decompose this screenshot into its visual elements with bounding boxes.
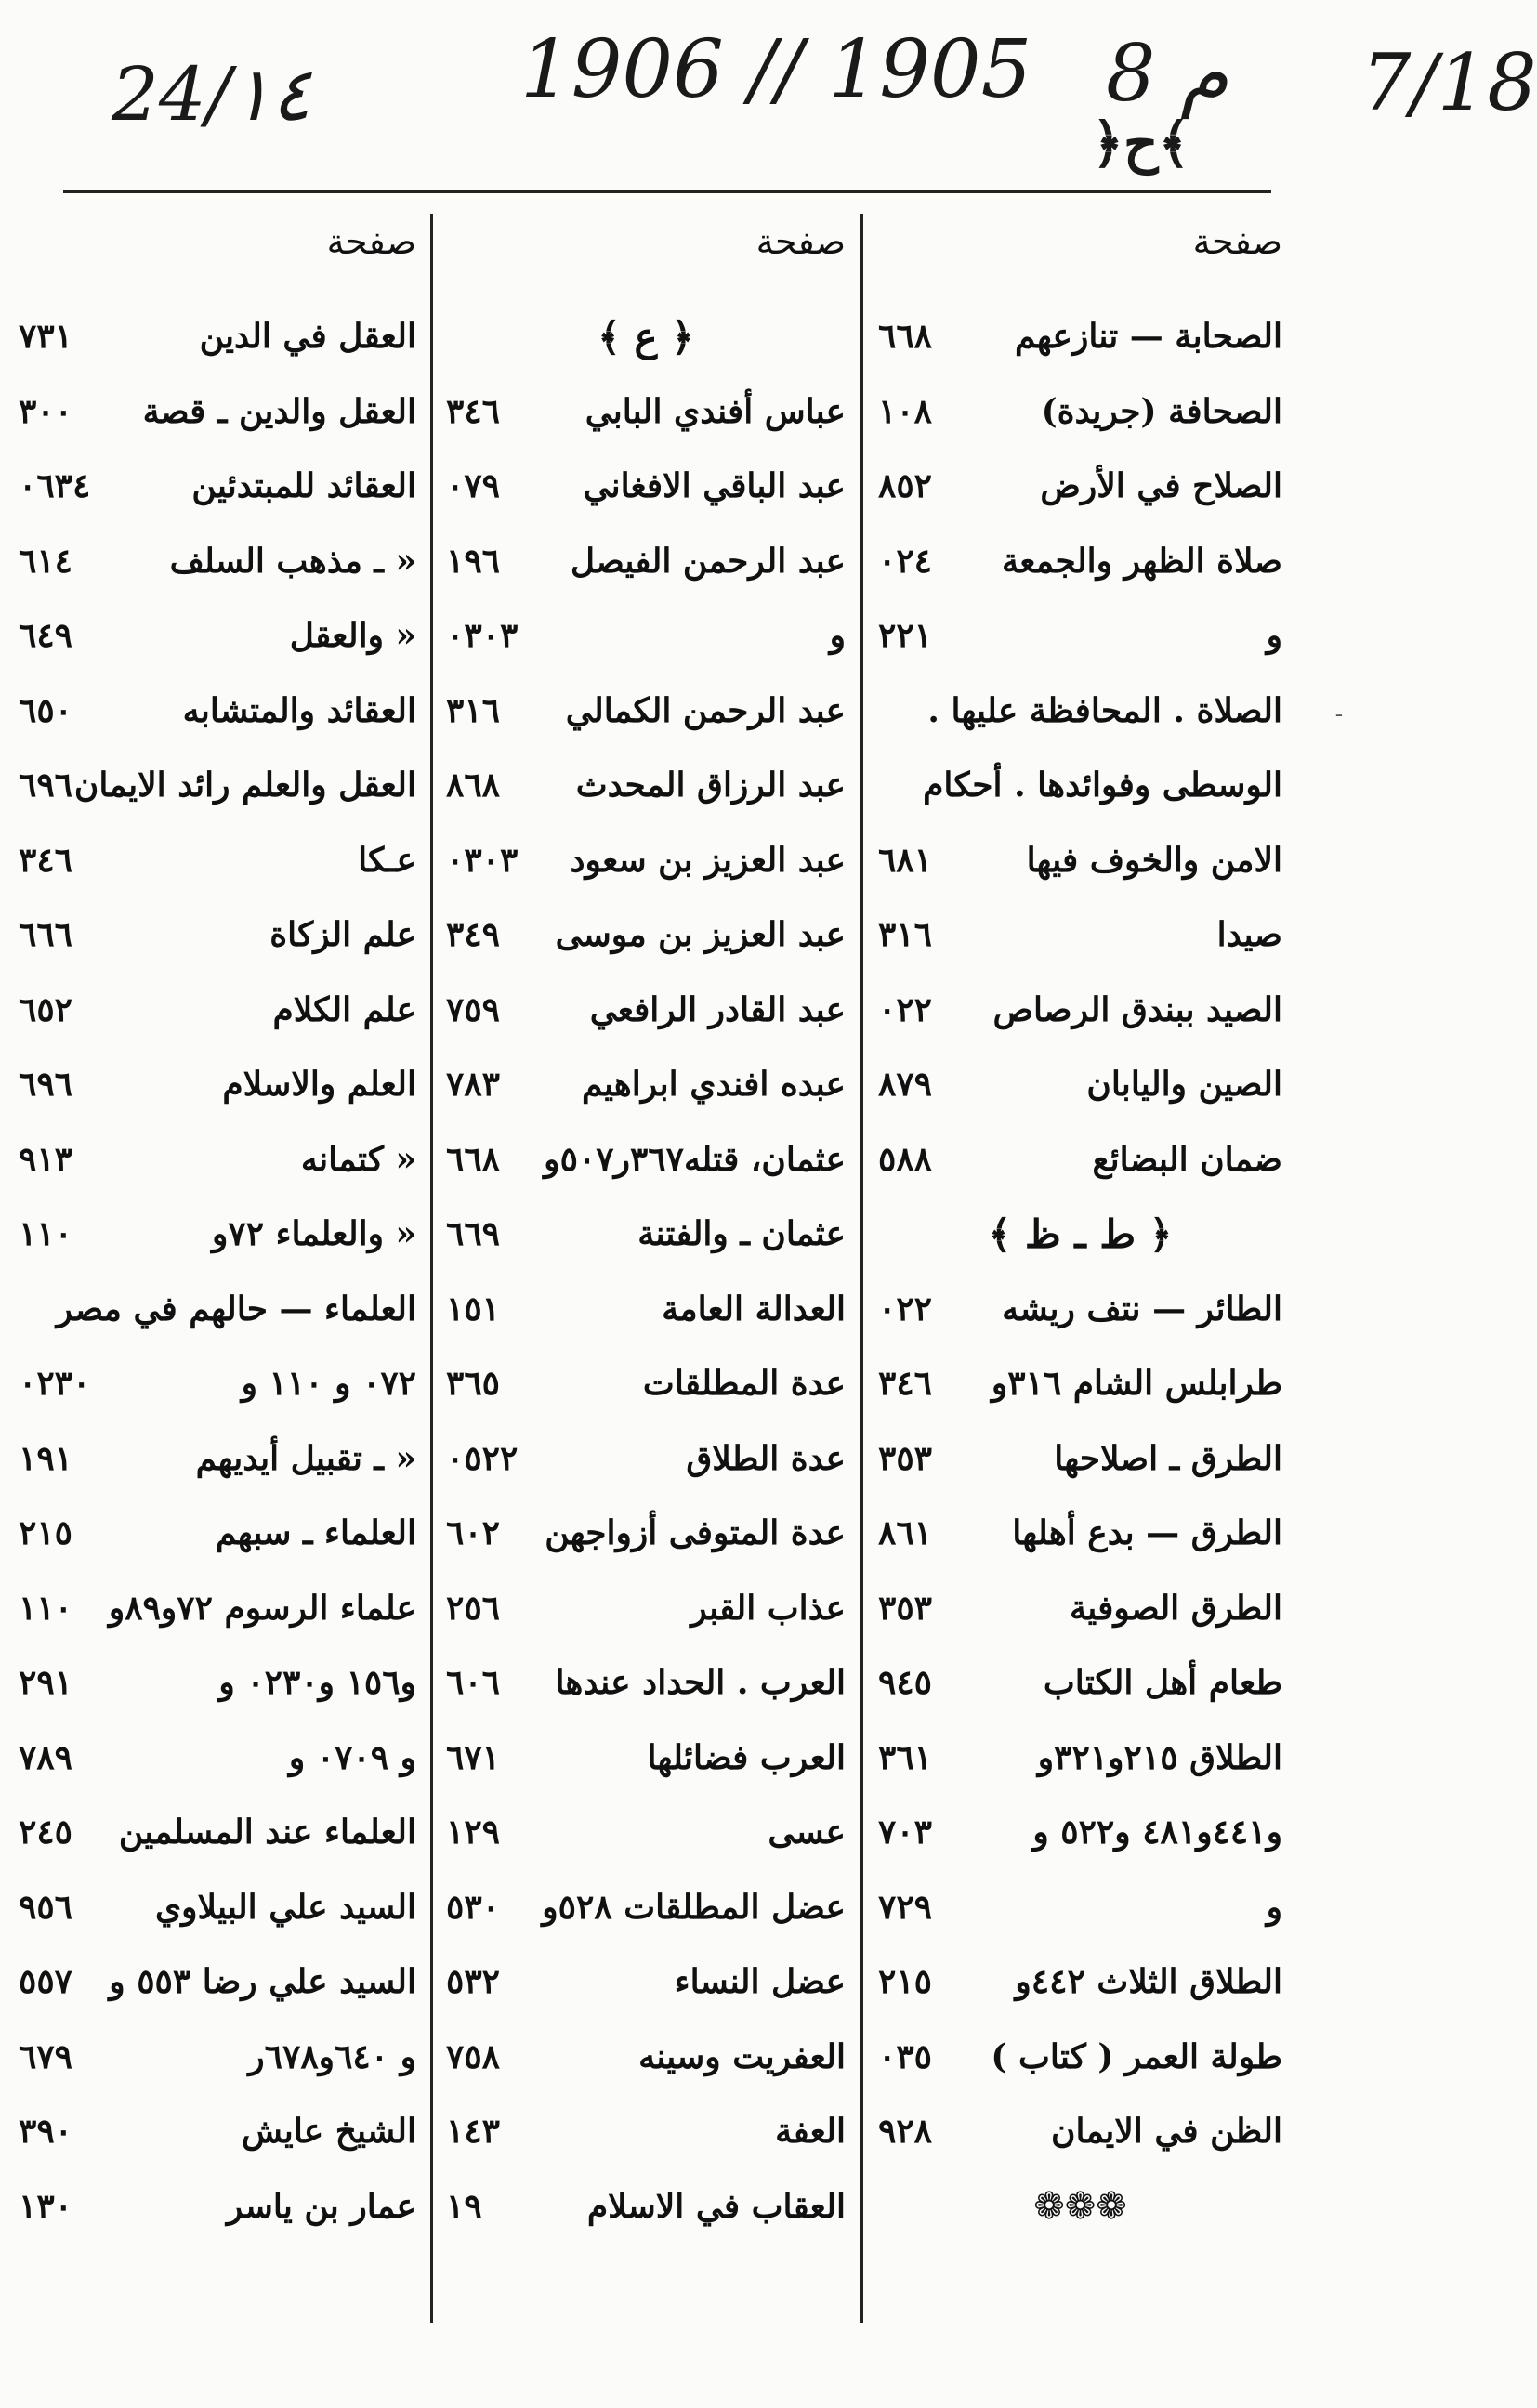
index-term: « والعلماء ٧٢و	[212, 1214, 416, 1254]
handwritten-volume: 8 م	[1106, 28, 1229, 119]
handwritten-reference-a: 24/١٤	[112, 51, 311, 137]
index-term: العلماء ـ سبهم	[215, 1513, 416, 1553]
index-term: الصين واليابان	[1086, 1065, 1282, 1105]
index-term: الطلاق ٢١٥و٣٢١و	[1037, 1737, 1282, 1777]
page-number: ٧٢٩	[878, 1887, 933, 1927]
page-number: ١١٠	[19, 1588, 73, 1628]
index-term: عبد القادر الرافعي	[589, 989, 846, 1029]
index-entry	[446, 1795, 846, 1870]
index-entry	[19, 1496, 416, 1571]
index-term: و	[1266, 616, 1282, 656]
page-number: ٥٥٧	[19, 1962, 73, 2002]
index-term: السيد علي البيلاوي	[154, 1887, 416, 1927]
column-heading: صفحة	[326, 221, 416, 262]
index-entry	[878, 1721, 1282, 1796]
index-entry	[878, 823, 1282, 898]
index-entry	[446, 449, 846, 524]
letter-section-mark: ﴿ح﴾	[1092, 111, 1190, 175]
index-term: صلاة الظهر والجمعة	[1001, 541, 1282, 581]
page-number: ٧٠٣	[878, 1813, 933, 1852]
column-heading: صفحة	[755, 221, 846, 262]
index-entry	[878, 524, 1282, 599]
index-entry	[446, 897, 846, 973]
index-term: العلم والاسلام	[222, 1065, 416, 1105]
index-term: السيد علي رضا ٥٥٣ و	[109, 1962, 416, 2002]
index-term: الصحابة — تنازعهم	[1014, 317, 1282, 357]
page-number: ٦٦٨	[446, 1139, 501, 1179]
index-term: طعام أهل الكتاب	[1043, 1663, 1282, 1703]
index-entry	[446, 1645, 846, 1721]
index-term: و ٠٧٠٩ و	[288, 1737, 416, 1777]
page-number: ٨٦١	[878, 1513, 933, 1553]
index-entry	[446, 1122, 846, 1197]
page-number: ١٤٣	[446, 2112, 501, 2152]
page-number: ٠٦٣٤	[19, 466, 91, 506]
column-divider-left	[430, 214, 433, 2323]
index-term: عدة المطلقات	[642, 1364, 846, 1404]
margin-mark: ـ	[1336, 699, 1342, 721]
page-number: ٧٥٩	[446, 989, 501, 1029]
index-term: « ـ مذهب السلف	[169, 541, 416, 581]
index-term: « ـ تقبيل أيديهم	[195, 1438, 416, 1478]
index-entry	[446, 1571, 846, 1646]
index-term: الشيخ عايش	[241, 2112, 416, 2152]
page-number: ٥٨٨	[878, 1139, 933, 1179]
index-term: العرب . الحداد عندها	[555, 1663, 846, 1703]
page-number: ١٩١	[19, 1438, 73, 1478]
index-term: و٤٤١و٤٨١ و٥٢٢ و	[1032, 1813, 1282, 1852]
page-number: ٦٦٦	[19, 915, 73, 955]
page-number: ٣١٦	[878, 915, 933, 955]
index-term: عضل النساء	[674, 1962, 846, 2002]
index-entry	[878, 1421, 1282, 1497]
index-term: الامن والخوف فيها	[1026, 840, 1282, 880]
section-letter-heading: ﴿ ط ـ ظ ﴾	[988, 1211, 1173, 1257]
index-entry	[19, 524, 416, 599]
index-entry	[878, 1496, 1282, 1571]
index-term: الصلاة . المحافظة عليها .	[927, 690, 1282, 730]
page-number: ٣٤٦	[19, 840, 73, 880]
index-entry	[19, 1571, 416, 1646]
section-letter-heading: ﴿ ع ﴾	[598, 313, 694, 360]
page-number: ٦٠٦	[446, 1663, 501, 1703]
index-term: الوسطى وفوائدها . أحكام	[923, 766, 1282, 805]
index-term: عسى	[768, 1813, 846, 1852]
index-term: طولة العمر ( كتاب )	[991, 2036, 1282, 2076]
index-term: « كتمانه	[300, 1139, 416, 1179]
handwritten-fraction: 7/18	[1361, 37, 1537, 128]
page-number: ٠٣٠٣	[446, 840, 519, 880]
index-term: العفريت وسينه	[638, 2036, 846, 2076]
page-number: ٩٥٦	[19, 1887, 73, 1927]
index-term: عثمان، قتله٣٦٧ر٥٠٧و	[544, 1139, 846, 1179]
index-entry	[19, 1645, 416, 1721]
index-term: عباس أفندي البابي	[585, 391, 846, 431]
index-entry	[446, 1272, 846, 1347]
index-entry	[878, 1870, 1282, 1945]
index-term: عبد الباقي الافغاني	[583, 466, 846, 506]
index-term: عبد الرزاق المحدث	[575, 766, 846, 805]
index-column-left	[19, 214, 416, 2350]
index-entry	[19, 1421, 416, 1497]
index-term: الصحافة (جريدة)	[1041, 391, 1282, 431]
index-term: و	[829, 616, 846, 656]
index-column-right	[878, 214, 1282, 2350]
page-number: ٥٣٢	[446, 1962, 501, 2002]
index-term: العلماء عند المسلمين	[118, 1813, 416, 1852]
page-number: ٣٦١	[878, 1737, 933, 1777]
page-number: ٢٤٥	[19, 1813, 73, 1852]
index-term: علم الكلام	[272, 989, 416, 1029]
index-term: و ٦٤٠و٦٧٨ر	[248, 2036, 416, 2076]
index-entry	[878, 1645, 1282, 1721]
index-term: عدة المتوفى أزواجهن	[545, 1513, 846, 1553]
index-term: الطرق ـ اصلاحها	[1054, 1438, 1282, 1478]
index-term: طرابلس الشام ٣١٦و	[991, 1364, 1282, 1404]
page-number: ٣٤٦	[878, 1364, 933, 1404]
index-term: عمار بن ياسر	[226, 2186, 416, 2226]
page-number: ٣٤٦	[446, 391, 501, 431]
index-entry	[878, 1795, 1282, 1870]
index-entry	[446, 1047, 846, 1122]
end-ornament: ❁❁❁	[1033, 2184, 1127, 2228]
index-term: علم الزكاة	[269, 915, 416, 955]
index-term: العلماء — حالهم في مصر	[56, 1289, 416, 1328]
page-number: ٠٢٤	[878, 541, 933, 581]
index-entry	[446, 1944, 846, 2020]
index-entry	[878, 299, 1282, 374]
index-term: الظن في الايمان	[1051, 2112, 1282, 2152]
page-number: ٢١٥	[19, 1513, 73, 1553]
index-term: عبد الرحمن الفيصل	[570, 541, 846, 581]
index-entry	[19, 1122, 416, 1197]
page-number: ١٥١	[446, 1289, 501, 1328]
page-number: ٣٤٩	[446, 915, 501, 955]
index-entry	[19, 1795, 416, 1870]
index-entry	[446, 374, 846, 450]
index-term: عـكا	[358, 840, 416, 880]
index-term: الطرق الصوفية	[1070, 1588, 1282, 1628]
index-entry	[446, 598, 846, 674]
page-number: ٢٥٦	[446, 1588, 501, 1628]
page-number: ٧٣١	[19, 317, 73, 357]
index-entry	[446, 2094, 846, 2169]
index-term: عبده افندي ابراهيم	[581, 1065, 846, 1105]
page-number: ٦٧٩	[19, 2036, 73, 2076]
index-entry	[878, 1272, 1282, 1347]
index-term: ٠٧٢ و ١١٠ و	[241, 1364, 416, 1404]
index-entry	[446, 1197, 846, 1272]
index-entry	[878, 897, 1282, 973]
index-entry	[878, 2020, 1282, 2095]
page-number: ١٠٨	[878, 391, 933, 431]
index-term: « والعقل	[289, 616, 416, 656]
index-term: العقائد والمتشابه	[182, 690, 416, 730]
index-column-middle	[446, 214, 846, 2350]
page-number: ٠٢٢	[878, 1289, 933, 1328]
index-entry	[878, 449, 1282, 524]
index-entry	[878, 748, 1282, 823]
page-number: ١٩	[446, 2186, 482, 2226]
index-entry	[446, 1496, 846, 1571]
index-entry	[878, 1944, 1282, 2020]
index-term: العقاب في الاسلام	[586, 2186, 846, 2226]
index-term: عضل المطلقات ٥٢٨و	[542, 1887, 846, 1927]
index-entry	[19, 674, 416, 749]
index-entry	[19, 1346, 416, 1421]
page-number: ٦٨١	[878, 840, 933, 880]
index-entry	[878, 1571, 1282, 1646]
index-term: ضمان البضائع	[1092, 1139, 1282, 1179]
index-entry	[19, 1197, 416, 1272]
index-term: و	[1266, 1887, 1282, 1927]
index-term: عبد الرحمن الكمالي	[565, 690, 846, 730]
page-number: ٦٥٢	[19, 989, 73, 1029]
index-entry	[446, 748, 846, 823]
index-entry	[878, 1047, 1282, 1122]
index-entry	[19, 2094, 416, 2169]
index-entry	[446, 2169, 846, 2244]
index-term: الطرق — بدع أهلها	[1012, 1513, 1282, 1553]
index-entry	[878, 598, 1282, 674]
page-number: ٦٠٢	[446, 1513, 501, 1553]
index-entry	[446, 823, 846, 898]
page-number: ٣٠٠	[19, 391, 73, 431]
index-entry	[19, 2020, 416, 2095]
index-entry	[446, 524, 846, 599]
index-entry	[19, 897, 416, 973]
index-entry	[19, 598, 416, 674]
page-number: ٧٥٨	[446, 2036, 501, 2076]
index-entry	[19, 1047, 416, 1122]
index-entry	[446, 1421, 846, 1497]
index-term: صيدا	[1216, 915, 1282, 955]
index-term: عبد العزيز بن سعود	[570, 840, 846, 880]
page-number: ٨٦٨	[446, 766, 501, 805]
index-entry	[878, 674, 1282, 749]
index-term: العدالة العامة	[662, 1289, 846, 1328]
page-number: ٧٨٣	[446, 1065, 501, 1105]
page-number: ٢٢١	[878, 616, 933, 656]
page-number: ٠٣٥	[878, 2036, 933, 2076]
index-entry	[446, 973, 846, 1048]
index-entry	[19, 449, 416, 524]
index-entry	[878, 374, 1282, 450]
column-heading: صفحة	[1192, 221, 1282, 262]
index-term: الصيد ببندق الرصاص	[992, 989, 1282, 1029]
index-entry	[19, 823, 416, 898]
index-term: العقل والعلم رائد الايمان	[73, 766, 416, 805]
page-number: ٣٥٣	[878, 1438, 933, 1478]
index-entry	[19, 1721, 416, 1796]
index-entry	[19, 2169, 416, 2244]
page-number: ١٣٠	[19, 2186, 73, 2226]
page-number: ٥٣٠	[446, 1887, 501, 1927]
page-number: ٠٧٩	[446, 466, 501, 506]
index-entry	[446, 2020, 846, 2095]
index-term: و١٥٦ و٠٢٣٠ و	[218, 1663, 416, 1703]
page-number: ٠٣٠٣	[446, 616, 519, 656]
index-entry	[19, 374, 416, 450]
page-number: ١١٠	[19, 1214, 73, 1254]
index-entry	[446, 674, 846, 749]
header-rule	[63, 190, 1271, 193]
index-term: العقل في الدين	[199, 317, 416, 357]
page-number: ٣٥٣	[878, 1588, 933, 1628]
page-number: ٢١٥	[878, 1962, 933, 2002]
index-term: العقل والدين ـ قصة	[142, 391, 416, 431]
index-entry	[19, 1272, 416, 1347]
page-number: ٦٤٩	[19, 616, 73, 656]
page-number: ٣٦٥	[446, 1364, 501, 1404]
index-entry	[19, 973, 416, 1048]
index-term: عثمان ـ والفتنة	[637, 1214, 846, 1254]
page-number: ١٩٦	[446, 541, 501, 581]
page-number: ٠٢٣٠	[19, 1364, 91, 1404]
page-number: ٢٩١	[19, 1663, 73, 1703]
handwritten-years: 1906 // 1905	[520, 23, 1032, 116]
index-term: العرب فضائلها	[647, 1737, 846, 1777]
index-entry	[446, 1870, 846, 1945]
index-entry	[878, 1122, 1282, 1197]
page-number: ٣٩٠	[19, 2112, 73, 2152]
index-term: الطلاق الثلاث ٤٤٢و	[1015, 1962, 1282, 2002]
index-entry	[878, 1346, 1282, 1421]
index-entry	[446, 1346, 846, 1421]
index-term: العقائد للمبتدئين	[191, 466, 416, 506]
page-number: ٦٦٨	[878, 317, 933, 357]
index-term: عدة الطلاق	[686, 1438, 846, 1478]
page-number: ٠٥٢٢	[446, 1438, 519, 1478]
page-number: ٧٨٩	[19, 1737, 73, 1777]
page-number: ٨٧٩	[878, 1065, 933, 1105]
page-number: ٠٢٢	[878, 989, 933, 1029]
index-entry	[19, 748, 416, 823]
index-term: الصلاح في الأرض	[1040, 466, 1282, 506]
page-number: ٦٧١	[446, 1737, 501, 1777]
page-number: ٦٩٦	[19, 1065, 73, 1105]
index-entry	[19, 1870, 416, 1945]
index-entry	[878, 2094, 1282, 2169]
index-entry	[19, 299, 416, 374]
page-number: ٦١٤	[19, 541, 73, 581]
page-number: ٣١٦	[446, 690, 501, 730]
page-number: ٦٦٩	[446, 1214, 501, 1254]
index-term: الطائر — نتف ريشه	[1002, 1289, 1282, 1328]
page-number: ١٢٩	[446, 1813, 501, 1852]
page-number: ٦٩٦	[19, 766, 73, 805]
page-number: ٦٥٠	[19, 690, 73, 730]
column-divider-right	[860, 214, 863, 2323]
index-term: العفة	[775, 2112, 846, 2152]
page-number: ٩٤٥	[878, 1663, 933, 1703]
page-number: ٩١٣	[19, 1139, 73, 1179]
page-number: ٩٢٨	[878, 2112, 933, 2152]
index-term: عبد العزيز بن موسى	[555, 915, 846, 955]
index-term: عذاب القبر	[690, 1588, 846, 1628]
index-entry	[446, 1721, 846, 1796]
page-number: ٨٥٢	[878, 466, 933, 506]
index-entry	[878, 973, 1282, 1048]
index-entry	[19, 1944, 416, 2020]
index-term: علماء الرسوم ٧٢و٨٩و	[108, 1588, 416, 1628]
